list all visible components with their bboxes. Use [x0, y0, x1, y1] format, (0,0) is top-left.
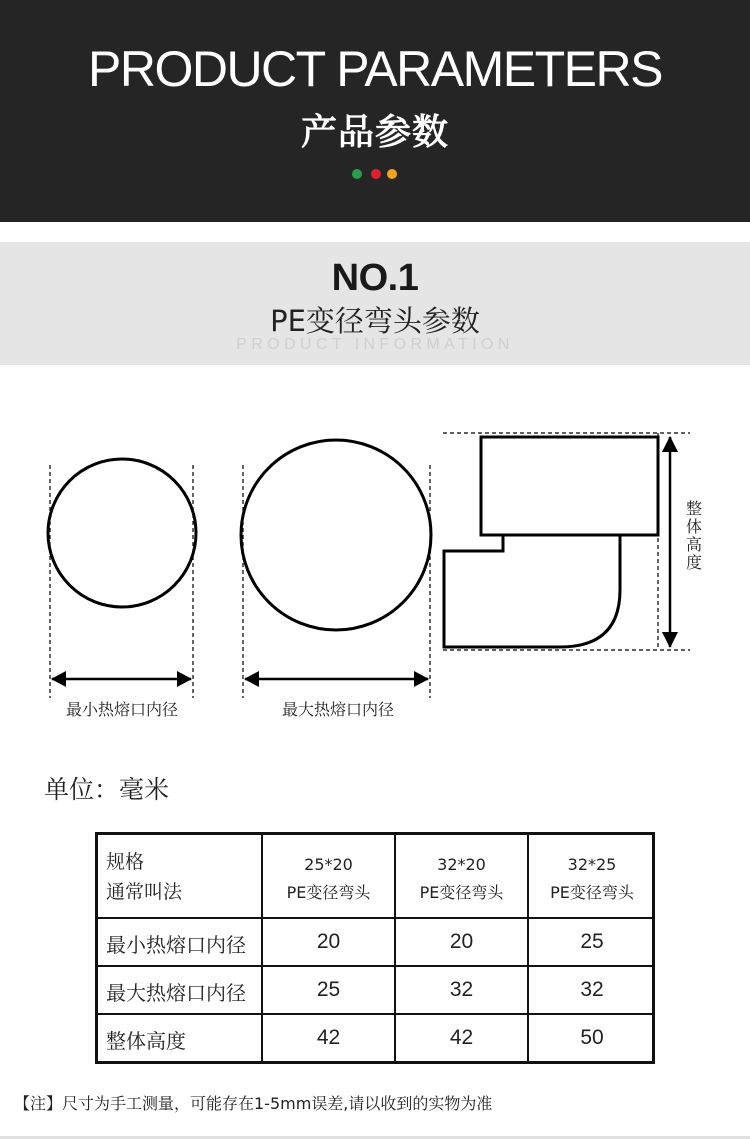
footnote: 【注】尺寸为手工测量，可能存在1-5mm误差,请以收到的实物为准: [14, 1094, 493, 1113]
height-arrow-down-icon: [662, 632, 678, 648]
height-arrow-up-icon: [662, 436, 678, 452]
table-cell: 32: [449, 978, 474, 1001]
column-spec: 25*20: [304, 855, 353, 874]
table-cell: 20: [449, 930, 474, 953]
min-arrow-left-icon: [51, 671, 66, 687]
column-name: PE变径弯头: [286, 883, 371, 902]
max-diameter-label: 最大热熔口内径: [281, 700, 394, 719]
column-name: PE变径弯头: [419, 883, 504, 902]
max-diameter-figure: [241, 440, 431, 698]
header-subtitle: 产品参数: [300, 112, 449, 153]
min-diameter-figure: [48, 459, 196, 698]
spec-table: [95, 832, 655, 1064]
table-cell: 25: [580, 930, 604, 953]
column-spec: 32*25: [567, 855, 617, 874]
max-arrow-right-icon: [414, 671, 429, 687]
max-circle: [241, 440, 431, 630]
min-arrow-right-icon: [177, 671, 192, 687]
table-cell: 50: [580, 1026, 604, 1049]
elbow-top-socket: [481, 437, 658, 535]
row-label-height: 整体高度: [106, 1029, 186, 1053]
table-header-name: 通常叫法: [106, 881, 183, 903]
elbow-figure: [443, 433, 690, 650]
elbow-body: [444, 536, 620, 647]
row-label-max: 最大热熔口内径: [106, 981, 246, 1005]
column-name: PE变径弯头: [550, 883, 634, 902]
section-number: NO.1: [331, 257, 419, 299]
table-cell: 42: [449, 1026, 474, 1049]
min-circle: [48, 459, 196, 607]
max-arrow-left-icon: [244, 671, 259, 687]
column-spec: 32*20: [437, 855, 486, 874]
header-title: PRODUCT PARAMETERS: [87, 41, 662, 97]
row-label-min: 最小热熔口内径: [106, 933, 246, 957]
table-divider: [98, 917, 652, 919]
table-divider: [98, 1013, 652, 1015]
section-subtitle-en: PRODUCT INFORMATION: [236, 336, 514, 353]
table-cell: 42: [316, 1026, 341, 1049]
height-label: 整体高度: [685, 499, 702, 572]
min-diameter-label: 最小热熔口内径: [65, 700, 178, 719]
table-cell: 32: [580, 978, 604, 1001]
section-title: PE变径弯头参数: [270, 304, 480, 338]
unit-label: 单位：毫米: [44, 775, 170, 804]
table-header-spec: 规格: [106, 851, 145, 873]
table-cell: 20: [316, 930, 341, 953]
table-cell: 25: [316, 978, 341, 1001]
table-divider: [98, 965, 652, 967]
